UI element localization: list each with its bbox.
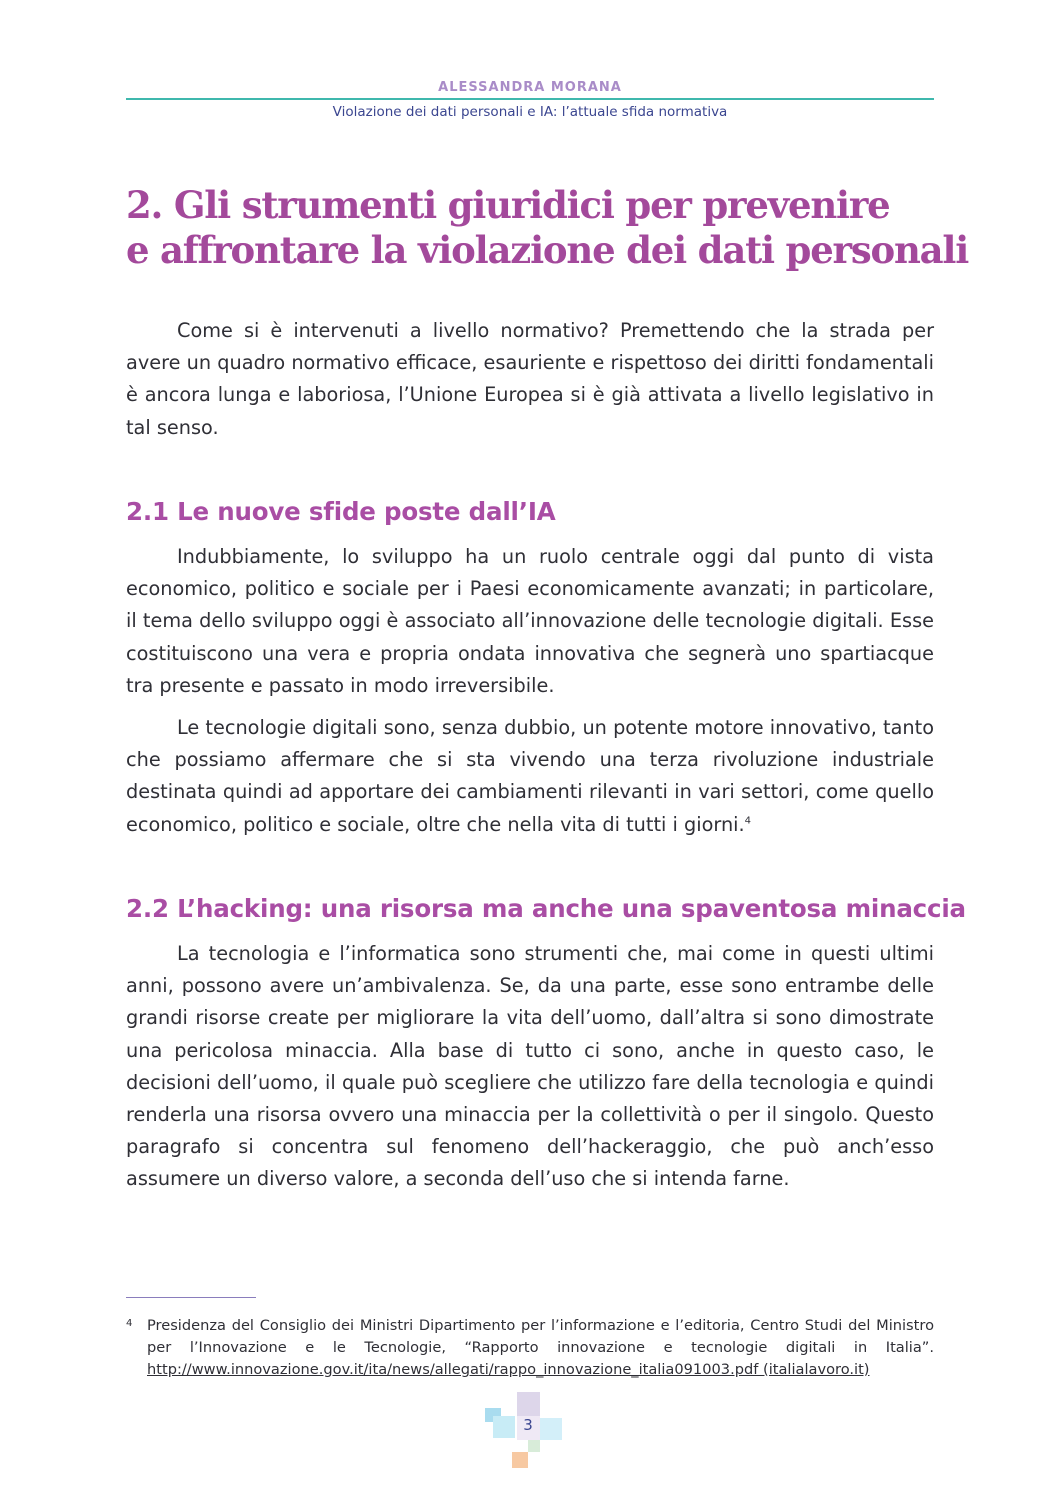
deco-square — [512, 1452, 528, 1468]
running-header-subtitle: Violazione dei dati personali e IA: l’attuale sfida normativa — [332, 104, 728, 120]
footnote-link[interactable]: http://www.innovazione.gov.it/ita/news/allegati/rappo_innovazione_italia091003.pdf (italialavoro.it) — [147, 1361, 870, 1378]
page-number: 3 — [523, 1416, 533, 1434]
paragraph-text: Le tecnologie digitali sono, senza dubbio, un potente motore innovativo, tanto che possiamo affermare che si sta vivendo una terza rivoluzione industriale destinata quindi ad apportare dei cambiamenti rilevanti in vari settori, come quello economico, politico e sociale, oltre che nella vita di tutti i giorni. — [126, 716, 934, 836]
subsection-heading-2-2: 2.2 L’hacking: una risorsa ma anche una spaventosa minaccia — [126, 894, 966, 923]
section-title-line-2: e affrontare la violazione dei dati personali — [126, 228, 969, 272]
footnote-citation: Presidenza del Consiglio dei Ministri Dipartimento per l’informazione e l’editoria, Centro Studi del Ministro per l’Innovazione e le Tecnologie, “Rapporto innovazione e tecnologie digitali in Italia”. — [147, 1317, 934, 1356]
footnote-reference[interactable]: 4 — [744, 815, 752, 827]
deco-square — [493, 1416, 515, 1438]
deco-square — [528, 1440, 540, 1452]
section-title — [126, 183, 969, 273]
footnote-text — [147, 1315, 934, 1381]
subsection-2-1-paragraph-1: Indubbiamente, lo sviluppo ha un ruolo centrale oggi dal punto di vista economico, politico e sociale per i Paesi economicamente avanzati; in particolare, il tema dello sviluppo oggi è associato all’innovazione delle tecnologie digitali. Esse costituiscono una vera e propria ondata innovativa che segnerà uno spartiacque tra presente e passato in modo irreversibile. — [126, 545, 934, 697]
footnote-divider — [126, 1297, 256, 1298]
deco-square — [517, 1392, 540, 1416]
footnote-number: 4 — [126, 1318, 133, 1329]
deco-square — [540, 1418, 562, 1440]
footnote — [126, 1315, 934, 1381]
subsection-2-1-paragraph-2 — [126, 712, 934, 841]
running-header-author: ALESSANDRA MORANA — [438, 80, 622, 95]
subsection-heading-2-1: 2.1 Le nuove sfide poste dall’IA — [126, 497, 556, 526]
intro-paragraph: Come si è intervenuti a livello normativo? Premettendo che la strada per avere un quadro normativo efficace, esauriente e rispettoso dei diritti fondamentali è ancora lunga e laboriosa, l’Unione Europea si è già attivata a livello legislativo in tal senso. — [126, 319, 934, 439]
section-title-line-1: 2. Gli strumenti giuridici per prevenire — [126, 183, 890, 227]
header-divider — [126, 98, 934, 100]
subsection-2-2-paragraph-1: La tecnologia e l’informatica sono strumenti che, mai come in questi ultimi anni, possono avere un’ambivalenza. Se, da una parte, esse sono entrambe delle grandi risorse create per migliorare la vita dell’uomo, dall’altra si sono dimostrate una pericolosa minaccia. Alla base di tutto ci sono, anche in questo caso, le decisioni dell’uomo, il quale può scegliere che utilizzo fare della tecnologia e quindi renderla una risorsa ovvero una minaccia per la collettività o per il singolo. Questo paragrafo si concentra sul fenomeno dell’hackeraggio, che può anch’esso assumere un diverso valore, a seconda dell’uso che si intenda farne. — [126, 942, 934, 1191]
